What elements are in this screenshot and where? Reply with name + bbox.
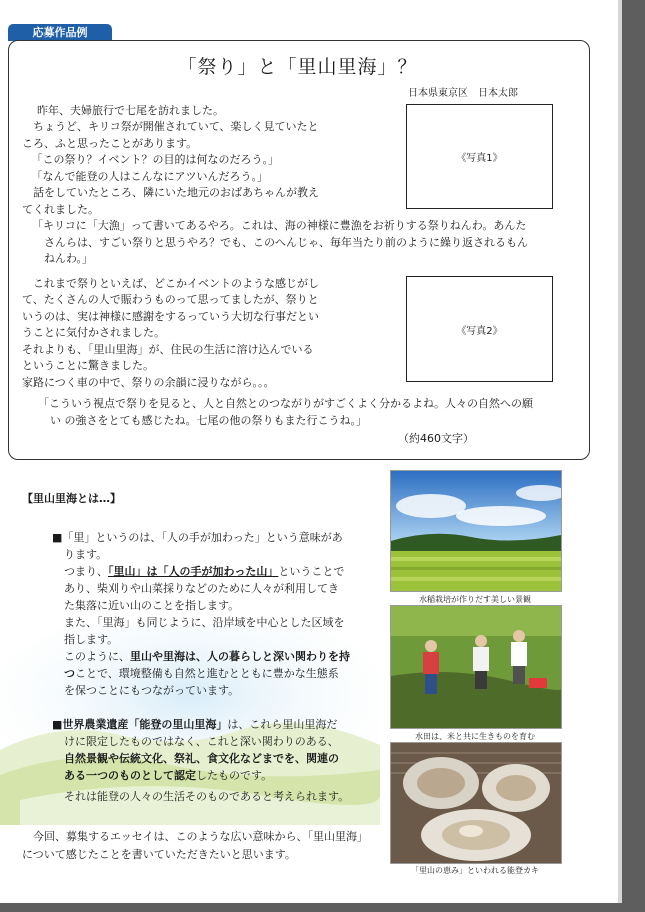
photo-caption-2: 水田は、米と共に生きものを育む bbox=[415, 732, 535, 741]
essay-char-count: （約460文字） bbox=[398, 432, 474, 445]
heritage-text: は、これら里山里海だ bbox=[227, 718, 338, 731]
definition-line: を保つことにもつながっています。 bbox=[64, 684, 240, 697]
rice-field-photo bbox=[390, 470, 562, 592]
oyster-image bbox=[391, 743, 561, 863]
essay-line: いうのは、実は神様に感謝をするっていう大切な行事だとい bbox=[22, 310, 319, 323]
definition-text: つまり、 bbox=[64, 565, 108, 578]
essay-line: うことに気付かされました。 bbox=[22, 326, 165, 339]
page-shadow-bottom bbox=[0, 903, 622, 912]
definition-line bbox=[64, 667, 339, 681]
heritage-line: けに限定したものではなく、これと深い関わりのある、 bbox=[64, 735, 339, 748]
definition-text: ことで、環境整備も自然と進むとともに豊かな生態系 bbox=[75, 667, 339, 680]
definition-line: あり、柴刈りや山菜採りなどのために人々が利用してき bbox=[64, 582, 339, 595]
definition-line bbox=[64, 650, 350, 664]
essay-line: さんらは、すごい祭りと思うやろ？でも、このへんじゃ、毎年当たり前のように繰り返されるもん bbox=[44, 236, 528, 249]
essay-line: 昨年、夫婦旅行で七尾を訪れました。 bbox=[26, 104, 224, 117]
essay-line: 「こういう視点で祭りを見ると、人と自然とのつながりがすごくよく分かるよね。人々の自然への願 bbox=[38, 397, 533, 410]
essay-line: 家路につく車の中で、祭りの余韻に浸りながら。。。 bbox=[22, 376, 275, 389]
definition-emphasis: 里山や里海は、人の暮らしと深い関わりを持 bbox=[130, 650, 350, 663]
definition-text: このように、 bbox=[64, 650, 130, 663]
essay-author: 日本県東京区 日本太郎 bbox=[408, 88, 518, 99]
closing-line: 今回、募集するエッセイは、このような広い意味から、「里山里海」 bbox=[22, 830, 368, 843]
heritage-line bbox=[64, 769, 272, 783]
oyster-photo bbox=[390, 742, 562, 864]
definition-emphasis: 「里山」は「人の手が加わった山」 bbox=[108, 565, 279, 578]
definition-line: た集落に近い山のことを指します。 bbox=[64, 599, 240, 612]
photo-caption-3: 「里山の恵み」といわれる能登カキ bbox=[411, 866, 539, 875]
paddy-children-photo bbox=[390, 605, 562, 729]
essay-line: 「なんで能登の人はこんなにアツいんだろう。」 bbox=[26, 170, 268, 183]
essay-title: 「祭り」と「里山里海」？ bbox=[177, 56, 418, 78]
definition-emphasis: つ bbox=[64, 667, 75, 680]
definition-line: また、「里海」も同じように、沿岸域を中心とした区域を bbox=[64, 616, 345, 629]
essay-line: ころ、ふと思ったことがあります。 bbox=[22, 137, 198, 150]
essay-line: てくれました。 bbox=[22, 203, 99, 216]
heritage-emphasis: ある一つのものとして認定 bbox=[64, 769, 196, 782]
entry-example-tab: 応募作品例 bbox=[8, 24, 112, 41]
definition-line: ります。 bbox=[64, 548, 108, 561]
definition-line: 指します。 bbox=[64, 633, 119, 646]
closing-line: について感じたことを書いていただきたいと思います。 bbox=[22, 848, 296, 861]
essay-line: ねんわ。」 bbox=[44, 252, 94, 265]
essay-line: 話をしていたところ、隣にいた地元のおばあちゃんが教え bbox=[22, 186, 319, 199]
paddy-children-image bbox=[391, 606, 561, 728]
photo-placeholder-1-label: 《写真1》 bbox=[456, 153, 503, 164]
rice-field-image bbox=[391, 471, 561, 591]
essay-line: 「キリコに「大漁」って書いてあるやろ。これは、海の神様に豊漁をお祈りする祭りねんわ。あんた bbox=[32, 219, 527, 232]
definition-line bbox=[64, 565, 344, 579]
essay-line: い の強さをとても感じたね。七尾の他の祭りもまた行こうね。」 bbox=[50, 414, 367, 427]
photo-placeholder-1 bbox=[406, 104, 553, 209]
essay-line: これまで祭りといえば、どこかイベントのような感じがし bbox=[22, 277, 319, 290]
essay-line: それよりも、「里山里海」が、住民の生活に溶け込んでいる bbox=[22, 343, 314, 356]
photo-caption-1: 水稲栽培が作りだす美しい景観 bbox=[419, 595, 531, 604]
section-heading: 【里山里海とは…】 bbox=[22, 492, 121, 505]
heritage-line: 自然景観や伝統文化、祭礼、食文化などまでを、関連の bbox=[64, 752, 339, 765]
photo-placeholder-2-label: 《写真2》 bbox=[456, 325, 503, 337]
photo-placeholder-2 bbox=[406, 276, 553, 382]
essay-line: て、たくさんの人で賑わうものって思ってましたが、祭りと bbox=[22, 293, 319, 306]
essay-line: ちょうど、キリコ祭が開催されていて、楽しく見ていたと bbox=[22, 120, 319, 133]
heritage-emphasis: ■世界農業遺産「能登の里山里海」 bbox=[52, 718, 228, 731]
heritage-line: それは能登の人々の生活そのものであると考えられます。 bbox=[64, 790, 350, 803]
essay-line: ということに驚きました。 bbox=[22, 359, 154, 372]
page-shadow-right bbox=[622, 0, 645, 912]
heritage-text: したものです。 bbox=[196, 769, 273, 782]
heritage-line bbox=[52, 718, 337, 732]
definition-line: ■「里」というのは、「人の手が加わった」という意味があ bbox=[52, 531, 343, 544]
essay-line: 「この祭り？イベント？の目的は何なのだろう。」 bbox=[26, 153, 279, 166]
definition-text: ということで bbox=[278, 565, 345, 578]
